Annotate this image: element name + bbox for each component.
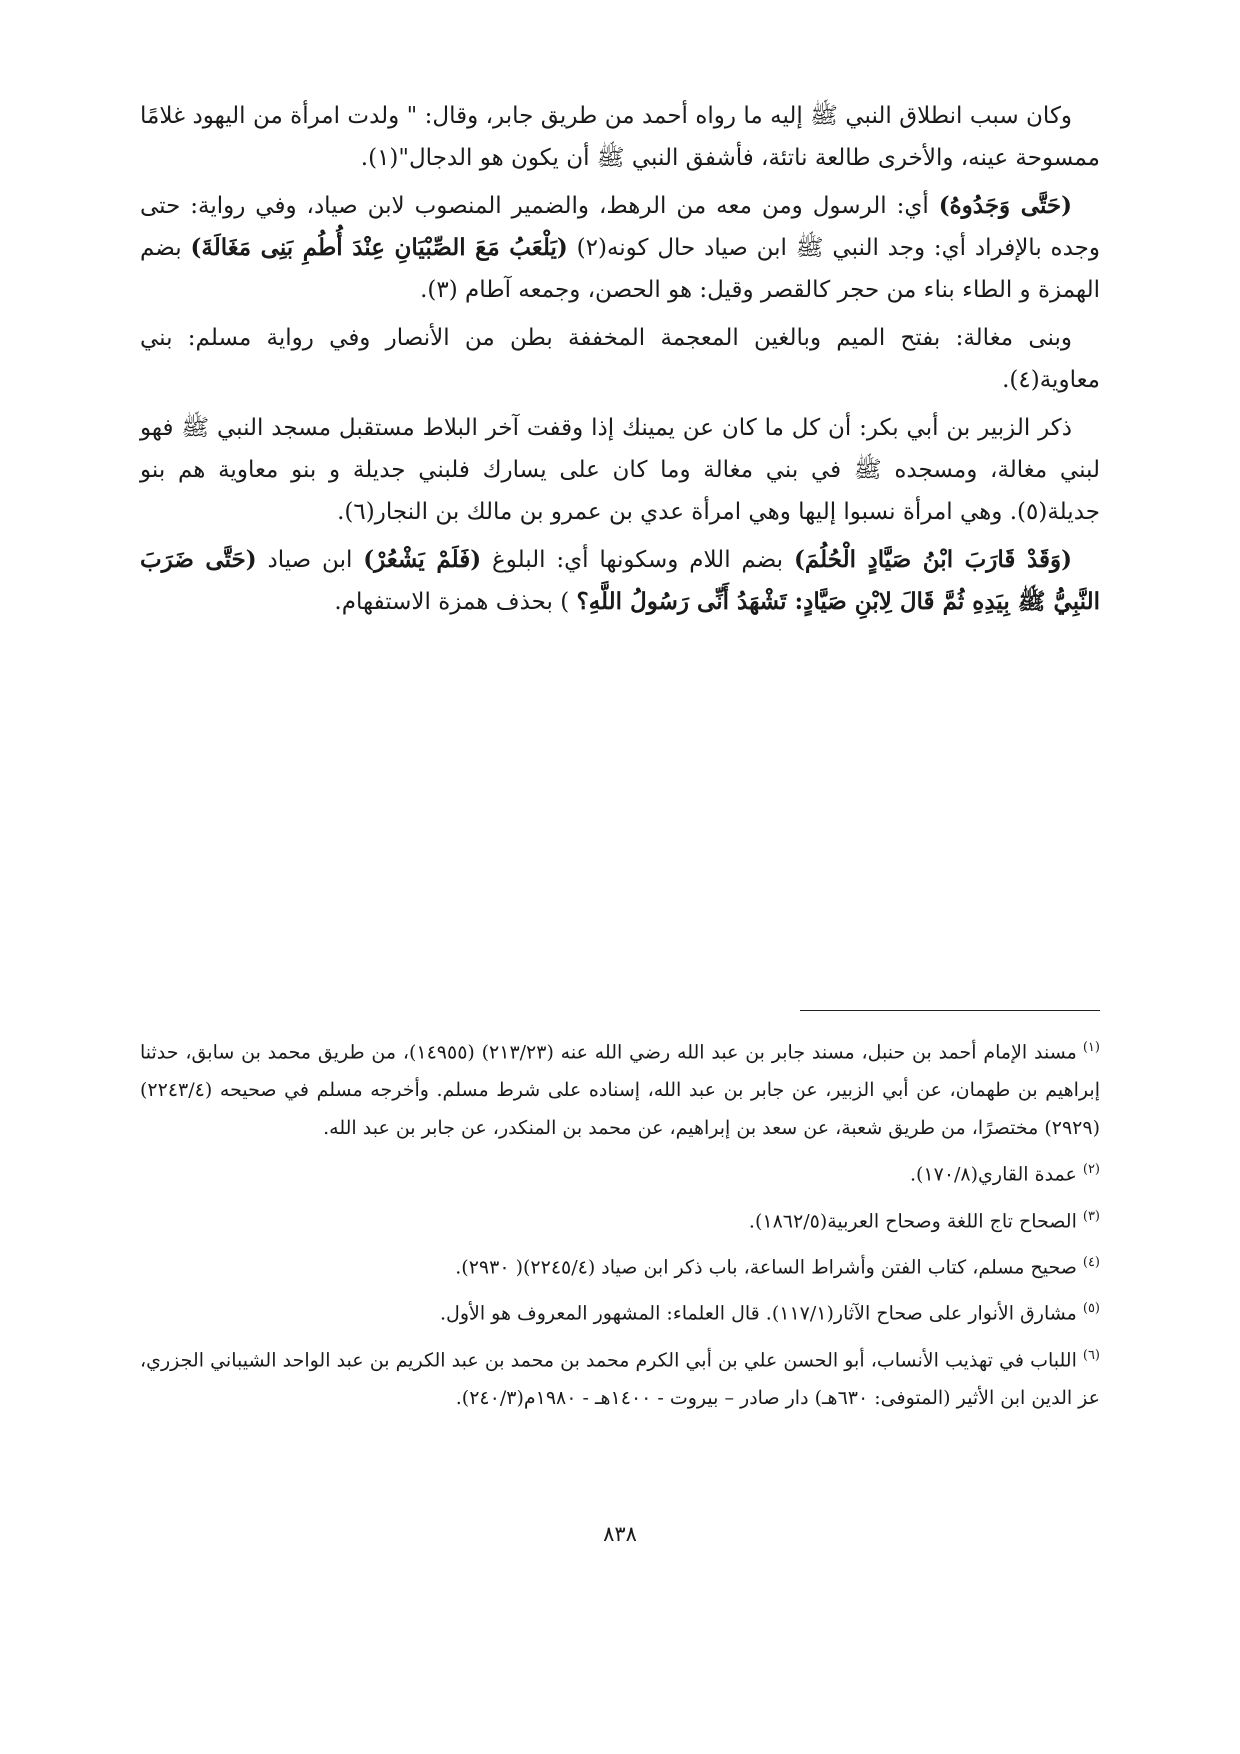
paragraph — [140, 317, 1100, 401]
commentary-text: بضم اللام وسكونها أي: البلوغ — [481, 547, 794, 573]
commentary-text: ابن صياد — [256, 547, 364, 573]
paragraph — [140, 185, 1100, 311]
quoted-hadith-text: (يَلْعَبُ مَعَ الصِّبْيَانِ عِنْدَ أُطُمِ بَنِى مَغَالَةَ) — [190, 234, 568, 261]
footnote-text: مسند الإمام أحمد بن حنبل، مسند جابر بن عبد الله رضي الله عنه (٢١٣/٢٣) (١٤٩٥٥)، من طريق محمد بن سابق، حدثنا إبراهيم بن طهمان، عن أبي الزبير، عن جابر بن عبد الله، إسناده على شرط مسلم. وأخرجه مسلم في صحيحه (٢٢٤٣/٤)(٢٩٢٩) مختصرًا، من طريق شعبة، عن سعد بن إبراهيم، عن محمد بن المنكدر، عن جابر بن عبد الله. — [140, 1041, 1100, 1140]
quoted-hadith-text: (حَتَّى وَجَدُوهُ) — [938, 192, 1072, 219]
paragraph — [140, 539, 1100, 623]
footnote-text: اللباب في تهذيب الأنساب، أبو الحسن علي بن أبي الكرم محمد بن محمد بن عبد الكريم بن عبد الواحد الشيباني الجزري، عز الدين ابن الأثير (المتوفى: ٦٣٠هـ) دار صادر – بيروت - ١٤٠٠هـ - ١٩٨٠م(٢٤٠/٣). — [140, 1348, 1100, 1409]
footnote-number: (٣) — [1082, 1208, 1100, 1224]
footnote-text: مشارق الأنوار على صحاح الآثار(١١٧/١). قال العلماء: المشهور المعروف هو الأول. — [439, 1302, 1077, 1325]
commentary-text: وكان سبب انطلاق النبي ﷺ إليه ما رواه أحمد من طريق جابر، وقال: " ولدت امرأة من اليهود غلامًا ممسوحة عينه، والأخرى طالعة ناتئة، فأشفق النبي ﷺ أن يكون هو الدجال"(١). — [140, 103, 1100, 171]
footnote — [140, 1198, 1100, 1240]
body-text — [140, 95, 1100, 623]
footnote-number: (٦) — [1082, 1347, 1100, 1363]
footnotes-section — [140, 1010, 1100, 1421]
footnote — [140, 1290, 1100, 1332]
quoted-hadith-text: (حَتَّى ضَرَبَ النَّبِيُّ ﷺ بِيَدِهِ ثُمَّ قَالَ لِابْنِ صَيَّادٍ: تَشْهَدُ أَنِّى رَسُولُ اللَّهِ؟ — [140, 546, 1100, 615]
commentary-text: ذكر الزبير بن أبي بكر: أن كل ما كان عن يمينك إذا وقفت آخر البلاط مستقبل مسجد النبي ﷺ فهو لبني مغالة، ومسجده ﷺ في بني مغالة وما كان على يسارك فلبني جديلة و بنو معاوية هم بنو جديلة(٥). وهي امرأة نسبوا إليها وهي امرأة عدي بن عمرو بن مالك بن النجار(٦). — [140, 415, 1100, 525]
footnote-number: (٥) — [1082, 1301, 1100, 1317]
footnote-text: الصحاح تاج اللغة وصحاح العربية(١٨٦٢/٥). — [748, 1209, 1077, 1232]
paragraph — [140, 95, 1100, 179]
footnote — [140, 1029, 1100, 1147]
footnote — [140, 1337, 1100, 1417]
footnote-text: عمدة القاري(١٧٠/٨). — [909, 1163, 1077, 1186]
footnote-text: صحيح مسلم، كتاب الفتن وأشراط الساعة، باب ذكر ابن صياد (٢٢٤٥/٤)( ٢٩٣٠). — [455, 1256, 1077, 1279]
commentary-text: وبنى مغالة: بفتح الميم وبالغين المعجمة المخففة بطن من الأنصار وفي رواية مسلم: بني معاوية(٤). — [140, 325, 1100, 393]
quoted-hadith-text: (وَقَدْ قَارَبَ ابْنُ صَيَّادٍ الْحُلُمَ) — [793, 546, 1073, 573]
footnote — [140, 1151, 1100, 1193]
commentary-text: بضم الهمزة و الطاء بناء من حجر كالقصر وقيل: هو الحصن، وجمعه آطام (٣). — [140, 235, 1100, 303]
footnote — [140, 1244, 1100, 1286]
footnote-number: (٢) — [1082, 1162, 1100, 1178]
footnote-divider — [800, 1010, 1100, 1011]
footnote-number: (٤) — [1082, 1254, 1100, 1270]
document-page — [140, 95, 1100, 1754]
quoted-hadith-text: (فَلَمْ يَشْعُرْ) — [363, 546, 482, 573]
commentary-text: أي: الرسول ومن معه من الرهط، والضمير المنصوب لابن صياد، وفي رواية: حتى وجده بالإفراد أي: وجد النبي ﷺ ابن صياد حال كونه(٢) — [140, 193, 1100, 261]
commentary-text: ) بحذف همزة الاستفهام. — [334, 589, 577, 615]
paragraph — [140, 407, 1100, 533]
page-number: ٨٣٨ — [603, 1522, 637, 1546]
footnote-number: (١) — [1082, 1040, 1100, 1055]
footnote-list — [140, 1029, 1100, 1417]
